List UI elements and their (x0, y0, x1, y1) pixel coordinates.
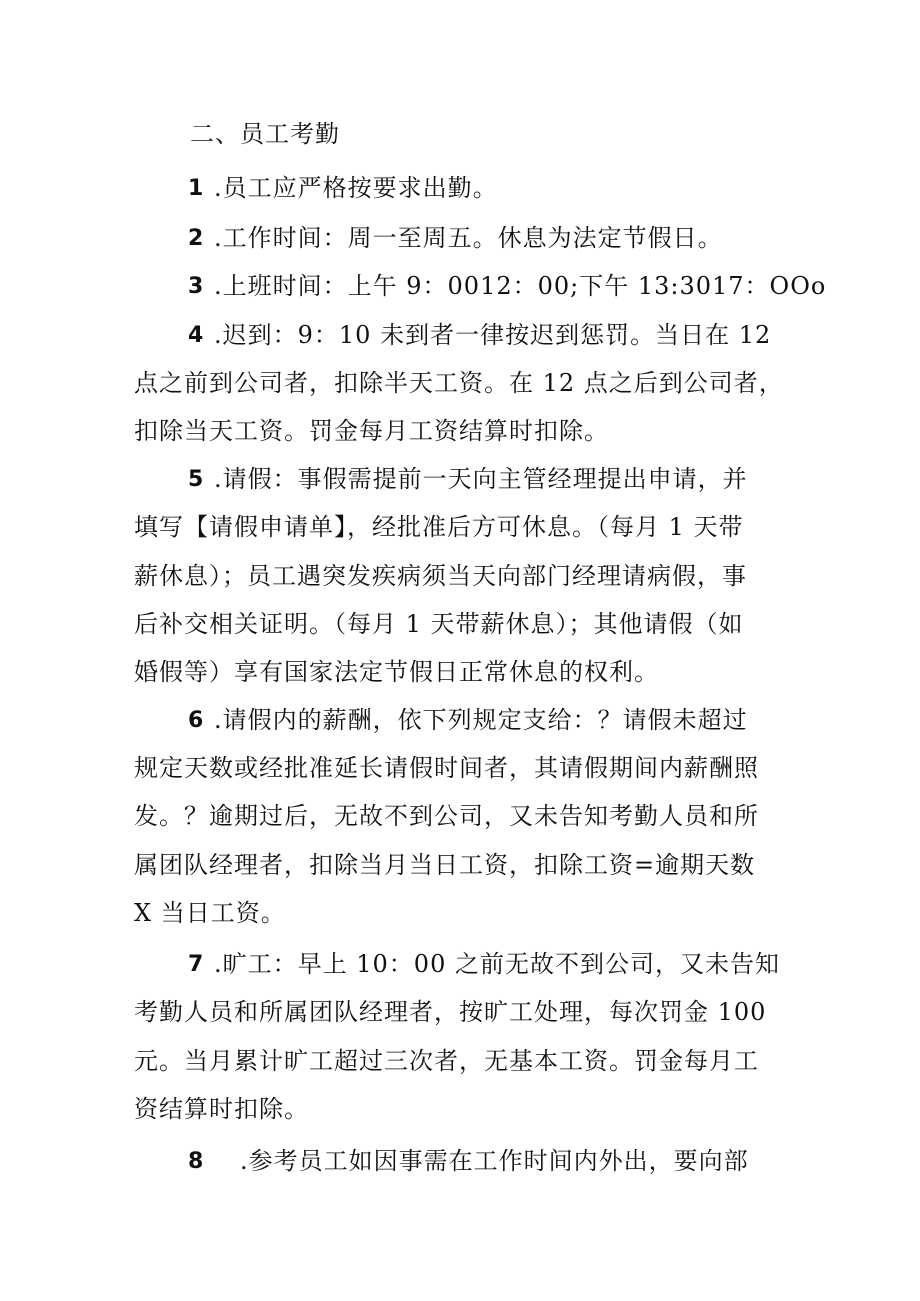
item-7-line-1: .旷工：早上 10：00 之前无故不到公司，又未告知 (214, 950, 780, 978)
item-6-line-2: 规定天数或经批准延长请假时间者，其请假期间内薪酬照 (134, 754, 759, 782)
item-5-line-1: .请假：事假需提前一天向主管经理提出申请，并 (214, 465, 748, 493)
item-5-line-4: 后补交相关证明。（每月 1 天带薪休息）；其他请假（如 (134, 610, 744, 638)
item-7-line-4: 资结算时扣除。 (134, 1095, 309, 1123)
item-4-line-2: 点之前到公司者，扣除半天工资。在 12 点之后到公司者， (134, 369, 784, 397)
item-6-line-4: 属团队经理者，扣除当月当日工资，扣除工资=逾期天数 (134, 851, 756, 879)
item-4-number: 4 (188, 323, 205, 348)
item-5-number: 5 (188, 467, 205, 492)
item-2-line-1: .工作时间：周一至周五。休息为法定节假日。 (214, 224, 723, 252)
item-4-line-3: 扣除当天工资。罚金每月工资结算时扣除。 (134, 417, 609, 445)
item-7-number: 7 (188, 952, 205, 977)
item-3-number: 3 (188, 274, 205, 299)
item-1-line-1: .员工应严格按要求出勤。 (214, 174, 498, 202)
item-8-line-1: .参考员工如因事需在工作时间内外出，要向部 (240, 1147, 749, 1175)
item-3-line-1: .上班时间：上午 9：0012：00;下午 13:3017：OOo (214, 272, 827, 300)
item-5-line-5: 婚假等）享有国家法定节假日正常休息的权利。 (134, 658, 659, 686)
item-6-line-5: X 当日工资。 (134, 899, 286, 927)
section-heading: 二、员工考勤 (190, 120, 340, 148)
item-7-line-2: 考勤人员和所属团队经理者，按旷工处理，每次罚金 100 (134, 998, 767, 1026)
item-6-line-3: 发。？逾期过后，无故不到公司，又未告知考勤人员和所 (134, 802, 759, 830)
item-4-line-1: .迟到：9：10 未到者一律按迟到惩罚。当日在 12 (214, 321, 772, 349)
item-6-number: 6 (188, 708, 205, 733)
item-7-line-3: 元。当月累计旷工超过三次者，无基本工资。罚金每月工 (134, 1047, 759, 1075)
item-1-number: 1 (188, 176, 205, 201)
item-6-line-1: .请假内的薪酬，依下列规定支给：？请假未超过 (214, 706, 748, 734)
item-5-line-2: 填写【请假申请单】，经批准后方可休息。（每月 1 天带 (134, 513, 744, 541)
item-8-number: 8 (188, 1149, 205, 1174)
item-5-line-3: 薪休息）；员工遇突发疾病须当天向部门经理请病假，事 (134, 562, 747, 590)
item-2-number: 2 (188, 226, 205, 251)
